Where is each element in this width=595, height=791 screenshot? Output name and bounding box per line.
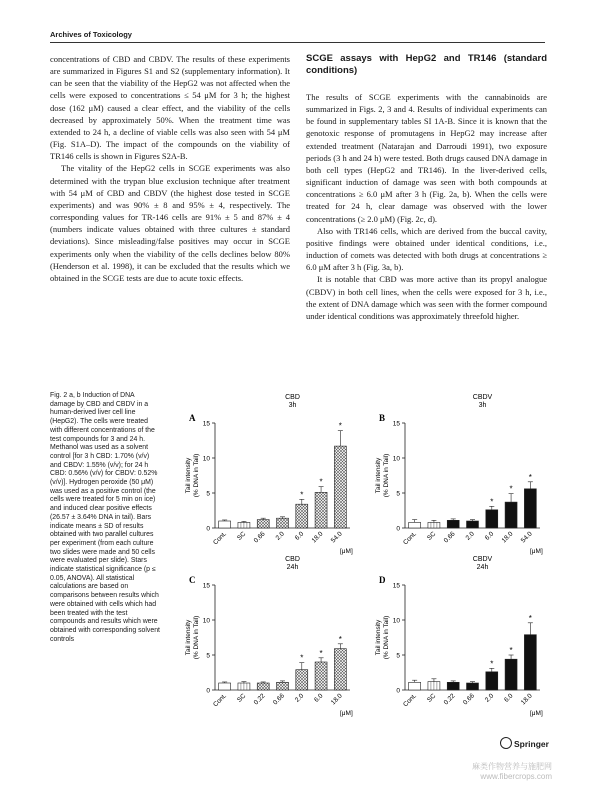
y-tick-label: 0 xyxy=(396,525,400,533)
y-tick-label: 0 xyxy=(206,687,210,695)
x-unit-label: [μM] xyxy=(530,548,543,555)
right-paragraph-2: Also with TR146 cells, which are derived from the buccal cavity, positive findings were obtained under identical conditions, i.e., induction of comets was detected with both drugs at concentrations ≥ 6.0 μM after 3 h (Fig. 3a, b). xyxy=(306,225,547,273)
x-tick-label: 0.66 xyxy=(252,530,267,545)
significance-star: * xyxy=(528,472,532,482)
springer-horse-icon xyxy=(500,737,512,749)
y-axis-label: (% DNA in Tail) xyxy=(193,453,200,498)
bar xyxy=(467,683,479,690)
left-paragraph-1: concentrations of CBD and CBDV. The results of these experiments are summarized in Figures S1 and S2 (supplementary information). It can be seen that the viability of the HepG2 was not affected when the cells were exposed to concentrations ≤ 54 μM for 3 h; the highest dose (162 μM) caused a clear effect, and the viability of the cells decreased by approximately 50%. When the treatment time was extended to 24 h, a decline of viable cells was also seen with 54 μM (Fig. S1A–D). The impact of the compounds on the viability of TR146 cells is shown in Figures S2A-B. xyxy=(50,54,290,162)
publisher-logo xyxy=(500,735,549,749)
significance-star: * xyxy=(300,490,304,500)
y-axis-label: (% DNA in Tail) xyxy=(383,453,390,498)
significance-star: * xyxy=(528,613,532,623)
significance-star: * xyxy=(319,648,323,658)
significance-star: * xyxy=(338,421,342,431)
x-tick-label: 0.66 xyxy=(442,530,457,545)
y-tick-label: 5 xyxy=(206,652,210,660)
bar xyxy=(447,520,459,528)
left-paragraph-2: The vitality of the HepG2 cells in SCGE experiments was also determined with the trypan blue exclusion technique after treatment with 54 μM of CBD and CBDV (the highest dose tested in SCGE experiments) and was 90% ± 8 and 95% ± 4, respectively. The corresponding values for TR-146 cells are 91% ± 5 and 87% ± 4 (numbers indicate values obtained with three cultures ± standard deviations). Since misleading/false positives may occur in SCGE experiments only when the viability of the cells declines below 80% (Henderson et al. 1998), it can be excluded that the results which we obtained in the SCGE tests are due to acute toxic effects. xyxy=(50,163,290,283)
x-tick-label: 18.0 xyxy=(500,530,515,545)
chart-title: CBD xyxy=(285,556,300,563)
x-tick-label: 6.0 xyxy=(503,692,515,704)
y-tick-label: 0 xyxy=(396,687,400,695)
bar xyxy=(277,518,289,528)
bar xyxy=(296,504,308,528)
chart-title: CBD xyxy=(285,394,300,401)
y-tick-label: 15 xyxy=(392,420,400,428)
y-axis-label: (% DNA in Tail) xyxy=(383,615,390,660)
bar xyxy=(277,682,289,690)
y-tick-label: 15 xyxy=(392,582,400,590)
watermark-line-1: 麻类作物营养与施肥网 xyxy=(472,762,552,771)
significance-star: * xyxy=(490,659,494,669)
x-tick-label: Cont. xyxy=(402,530,419,547)
significance-star: * xyxy=(509,646,513,655)
chart-subtitle: 24h xyxy=(476,564,489,571)
bar xyxy=(505,659,517,690)
right-column xyxy=(306,53,547,322)
x-tick-label: 0.22 xyxy=(442,692,457,707)
x-unit-label: [μM] xyxy=(340,710,353,717)
panel-letter: B xyxy=(379,413,386,423)
publisher-name: Springer xyxy=(514,739,549,749)
left-column xyxy=(50,53,290,284)
y-tick-label: 15 xyxy=(202,582,210,590)
x-tick-label: SC xyxy=(426,692,438,704)
y-tick-label: 5 xyxy=(396,652,400,660)
header-rule xyxy=(50,42,545,43)
bar xyxy=(257,520,269,528)
x-tick-label: 6.0 xyxy=(293,530,306,542)
x-tick-label: 18.0 xyxy=(310,530,325,545)
figure-2-charts xyxy=(170,388,550,728)
y-tick-label: 5 xyxy=(396,490,400,498)
panel-letter: C xyxy=(189,575,196,585)
y-axis-label: (% DNA in Tail) xyxy=(193,615,200,660)
x-tick-label: SC xyxy=(236,530,248,542)
x-tick-label: 2.0 xyxy=(483,692,496,704)
x-tick-label: Cont. xyxy=(212,530,229,547)
bar xyxy=(505,502,517,528)
bar xyxy=(409,682,421,690)
figure-caption: Fig. 2 a, b Induction of DNA damage by CBD and CBDV in a human-derived liver cell line (HepG2). The cells were treated with different concentrations of the test compounds for 3 and 24 h. Methanol was used as a solvent control [for 3 h CBD: 1.70% (v/v) and CBDV: 1.55% (v/v); for 24 h CBD: 0.56% (v/v) for CBDV: 0.52% (v/v)]. Hydrogen peroxide (50 μM) was used as a positive control (the cells were treated for 5 min on ice) and induced clear positive effects (26.57 ± 3.64% DNA in tail). Bars indicate means ± SD of results obtained with two parallel cultures per experiment (from each culture two slides were made and 50 cells were evaluated per slide). Stars indicate statistical significance (p ≤ 0.05, ANOVA). All statistical calculations are based on comparisons between results which were obtained with cells which had been treated with the test compounds and results which were obtained with corresponding solvent controls xyxy=(50,392,160,643)
bar xyxy=(447,682,459,690)
x-tick-label: SC xyxy=(236,692,248,704)
x-tick-label: 2.0 xyxy=(293,692,306,704)
significance-star: * xyxy=(319,477,323,487)
x-tick-label: Cont. xyxy=(402,692,419,709)
panel-letter: D xyxy=(379,575,386,585)
x-tick-label: 0.22 xyxy=(252,692,267,707)
bar xyxy=(409,522,421,528)
y-tick-label: 10 xyxy=(202,455,210,463)
bar xyxy=(315,662,327,690)
watermark xyxy=(472,762,552,782)
bar xyxy=(334,649,346,690)
x-tick-label: 2.0 xyxy=(464,530,476,542)
significance-star: * xyxy=(300,653,304,663)
significance-star: * xyxy=(509,484,513,494)
right-paragraph-1: The results of SCGE experiments with the cannabinoids are summarized in Figs. 2, 3 and 4. Results of individual experiments can be found in supplementary tables SI 1A-B. Since it is known that the genotoxic response of promutagens in HepG2 may increase after extended treatment (Natarajan and Darroudi 1991), two exposure periods (3 h and 24 h) were tested. Both drugs caused DNA damage in both cell types (HepG2 and TR146). In the liver-derived cells, significant induction of damage was seen with both compounds at concentrations ≥ 6.0 μM after 3 h (Fig. 2a, b). When the cells were treated for 24 h, clear damage was observed with the lower concentrations (≥ 2.0 μM) (Fig. 2c, d). xyxy=(306,92,547,224)
chart-title: CBDV xyxy=(472,394,493,401)
x-tick-label: 18.0 xyxy=(329,692,344,707)
x-tick-label: 54.0 xyxy=(519,530,534,545)
y-tick-label: 10 xyxy=(202,617,210,625)
significance-star: * xyxy=(338,634,342,644)
x-tick-label: 0.66 xyxy=(272,692,286,707)
chart-subtitle: 3h xyxy=(288,402,297,409)
panel-letter: A xyxy=(189,413,196,423)
bar xyxy=(219,683,231,690)
bar xyxy=(467,521,479,528)
bar xyxy=(524,635,536,690)
bar xyxy=(296,670,308,690)
bar xyxy=(486,510,498,528)
watermark-line-2: www.fibercrops.com xyxy=(480,772,552,781)
y-tick-label: 10 xyxy=(392,617,400,625)
right-paragraph-3: It is notable that CBD was more active than its propyl analogue (CBDV) in both cell lines, when the cells were exposed for 3 h, i.e., the extent of DNA damage which was seen with the former compound under identical conditions was approximately threefold higher. xyxy=(306,274,547,321)
bar xyxy=(486,672,498,690)
x-tick-label: 6.0 xyxy=(483,530,496,542)
x-tick-label: SC xyxy=(426,530,438,542)
section-heading: SCGE assays with HepG2 and TR146 (standard conditions) xyxy=(306,53,547,76)
y-tick-label: 10 xyxy=(392,455,400,463)
chart-subtitle: 3h xyxy=(478,402,487,409)
bar xyxy=(257,683,269,690)
bar xyxy=(524,489,536,528)
y-tick-label: 5 xyxy=(206,490,210,498)
x-tick-label: Cont. xyxy=(212,692,229,709)
bar xyxy=(315,492,327,528)
x-unit-label: [μM] xyxy=(340,548,353,555)
y-axis-label: Tail intensity xyxy=(375,457,382,494)
y-tick-label: 15 xyxy=(202,420,210,428)
y-axis-label: Tail intensity xyxy=(185,619,192,656)
x-tick-label: 2.0 xyxy=(274,530,286,542)
significance-star: * xyxy=(490,497,494,507)
x-unit-label: [μM] xyxy=(530,710,543,717)
x-tick-label: 54.0 xyxy=(329,530,344,545)
y-tick-label: 0 xyxy=(206,525,210,533)
x-tick-label: 0.66 xyxy=(462,692,476,707)
x-tick-label: 18.0 xyxy=(519,692,534,707)
chart-title: CBDV xyxy=(472,556,493,563)
y-axis-label: Tail intensity xyxy=(185,457,192,494)
chart-subtitle: 24h xyxy=(286,564,299,571)
bar xyxy=(334,446,346,528)
x-tick-label: 6.0 xyxy=(313,692,325,704)
bar xyxy=(219,521,231,528)
journal-title: Archives of Toxicology xyxy=(50,30,132,39)
y-axis-label: Tail intensity xyxy=(375,619,382,656)
